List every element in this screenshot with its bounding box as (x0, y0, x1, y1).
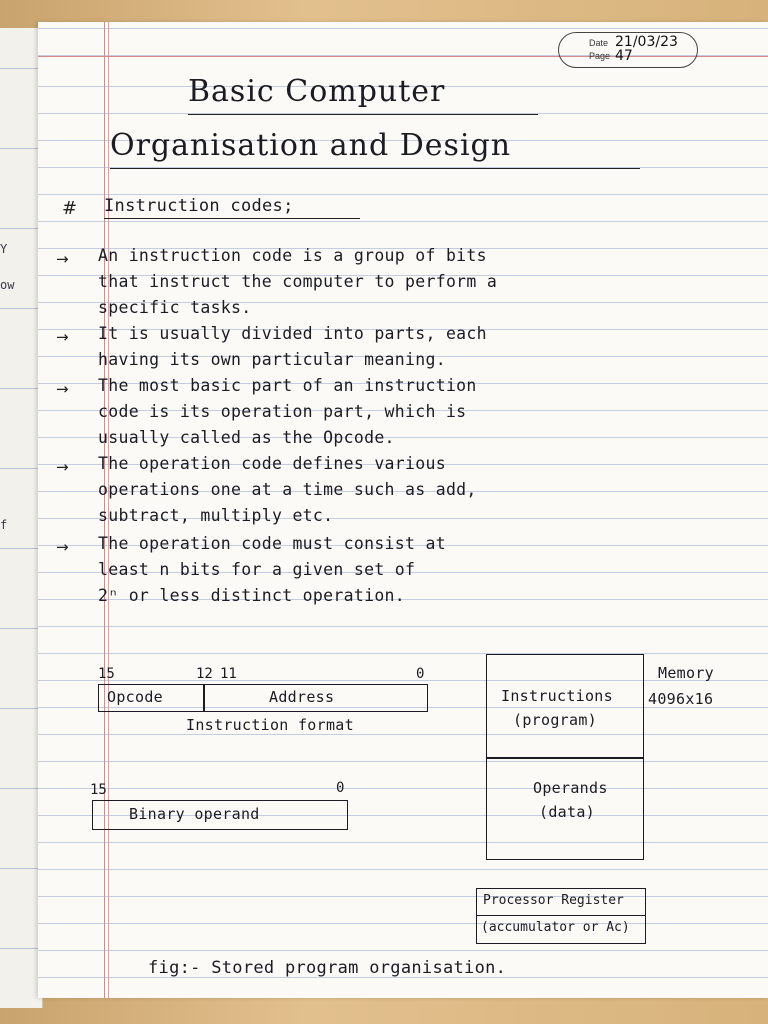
memory-program: (program) (513, 711, 597, 729)
left-page-fragment: ow (0, 278, 15, 292)
bullet-arrow: → (56, 380, 69, 398)
note-line: having its own particular meaning. (98, 350, 446, 369)
memory-label: Memory (658, 664, 714, 682)
register-divider (477, 915, 645, 916)
bit-label-15: 15 (90, 782, 107, 798)
section-heading: Instruction codes; (104, 196, 294, 216)
date-page-stamp (558, 32, 698, 68)
memory-divider (487, 757, 643, 759)
bit-label-0: 0 (336, 780, 345, 796)
instruction-format-caption: Instruction format (186, 716, 354, 734)
instruction-format-box (98, 684, 428, 712)
note-line: usually called as the Opcode. (98, 428, 395, 447)
left-page-fragment: Y (0, 242, 8, 256)
bit-label-11: 11 (220, 666, 237, 682)
left-page-rule (0, 788, 42, 789)
left-page-rule (0, 308, 42, 309)
memory-instructions: Instructions (501, 687, 613, 705)
title-underline (188, 114, 538, 115)
memory-size: 4096x16 (648, 690, 714, 708)
memory-box (486, 654, 644, 860)
bullet-arrow: → (56, 458, 69, 476)
processor-register-label: Processor Register (483, 893, 624, 908)
binary-operand-label: Binary operand (129, 805, 260, 823)
accumulator-label: (accumulator or Ac) (481, 920, 630, 935)
left-page-fragment: f (0, 518, 8, 532)
section-marker: # (62, 198, 78, 219)
left-page-rule (0, 628, 42, 629)
note-line: operations one at a time such as add, (98, 480, 477, 499)
note-line: that instruct the computer to perform a (98, 272, 498, 291)
page-label: Page (589, 51, 611, 61)
bullet-arrow: → (56, 250, 69, 268)
left-notebook-page (0, 28, 43, 1008)
left-page-rule (0, 468, 42, 469)
title-underline (110, 168, 640, 169)
note-line: specific tasks. (98, 298, 252, 317)
bullet-arrow: → (56, 538, 69, 556)
bit-label-12: 12 (196, 666, 213, 682)
heading-underline (104, 218, 360, 219)
title-line-2: Organisation and Design (110, 128, 512, 163)
field-divider (203, 685, 205, 711)
left-page-rule (0, 388, 42, 389)
left-page-rule (0, 948, 42, 949)
date-value: 21/03/23 (615, 34, 678, 50)
left-page-rule (0, 708, 42, 709)
left-page-rule (0, 868, 42, 869)
left-page-rule (0, 68, 42, 69)
bit-label-15: 15 (98, 666, 115, 682)
title-line-1: Basic Computer (188, 74, 446, 109)
page-number: 47 (615, 48, 633, 64)
figure-caption: fig:- Stored program organisation. (148, 958, 507, 978)
left-page-rule (0, 148, 42, 149)
memory-data: (data) (539, 803, 595, 821)
left-page-rule (0, 228, 42, 229)
note-line: subtract, multiply etc. (98, 506, 334, 525)
left-page-rule (0, 548, 42, 549)
note-line: The operation code must consist at (98, 534, 446, 553)
note-line: The operation code defines various (98, 454, 446, 473)
date-label: Date (589, 38, 609, 48)
note-line: least n bits for a given set of (98, 560, 416, 579)
note-line: An instruction code is a group of bits (98, 246, 487, 265)
bullet-arrow: → (56, 328, 69, 346)
opcode-field: Opcode (107, 688, 163, 706)
bit-label-0: 0 (416, 666, 425, 682)
binary-operand-box (92, 800, 348, 830)
note-line: 2ⁿ or less distinct operation. (98, 586, 406, 605)
notebook-page (38, 22, 768, 998)
address-field: Address (269, 688, 335, 706)
note-line: It is usually divided into parts, each (98, 324, 487, 343)
note-line: code is its operation part, which is (98, 402, 467, 421)
memory-operands: Operands (533, 779, 608, 797)
note-line: The most basic part of an instruction (98, 376, 477, 395)
processor-register-box (476, 888, 646, 944)
